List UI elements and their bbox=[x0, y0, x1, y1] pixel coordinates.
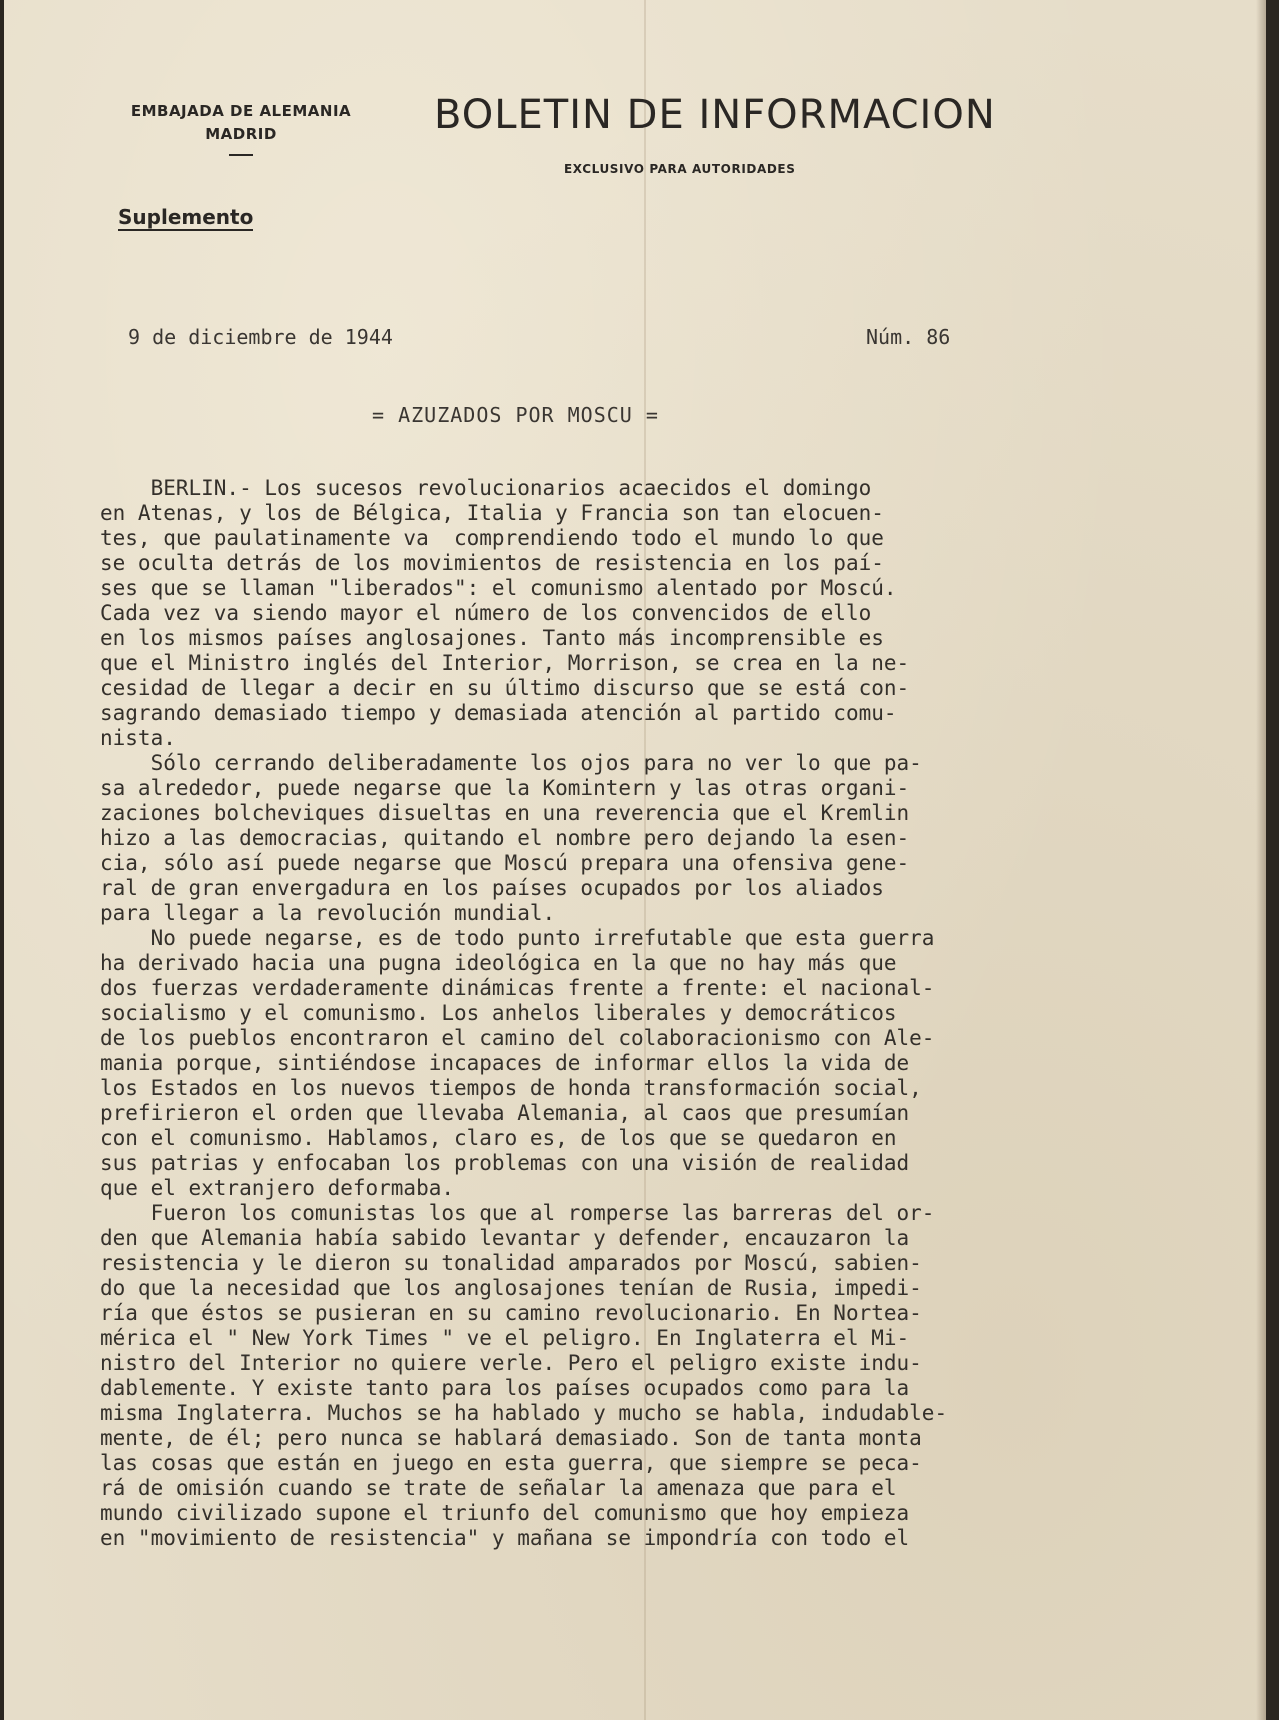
article-line: que el Ministro inglés del Interior, Morrison, se crea en la ne- bbox=[100, 651, 910, 675]
article-body bbox=[100, 476, 1170, 1551]
article-line: en los mismos países anglosajones. Tanto más incomprensible es bbox=[100, 626, 884, 650]
embassy-city: MADRID bbox=[205, 125, 277, 143]
article-line: Cada vez va siendo mayor el número de los convencidos de ello bbox=[100, 601, 872, 625]
article-line: que el extranjero deformaba. bbox=[100, 1176, 455, 1200]
issue-number: Núm. 86 bbox=[866, 325, 951, 349]
document-page bbox=[4, 0, 1266, 1720]
article-line: cesidad de llegar a decir en su último discurso que se está con- bbox=[100, 676, 910, 700]
article-line: cia, sólo así puede negarse que Moscú prepara una ofensiva gene- bbox=[100, 851, 910, 875]
article-line: hizo a las democracias, quitando el nombre pero dejando la esen- bbox=[100, 826, 910, 850]
article-line: con el comunismo. Hablamos, claro es, de los que se quedaron en bbox=[100, 1126, 897, 1150]
letterhead-rule bbox=[229, 154, 253, 156]
article-line: mundo civilizado supone el triunfo del comunismo que hoy empieza bbox=[100, 1501, 910, 1525]
article-line: misma Inglaterra. Muchos se ha hablado y mucho se habla, indudable- bbox=[100, 1401, 948, 1425]
article-line: dablemente. Y existe tanto para los países ocupados como para la bbox=[100, 1376, 910, 1400]
article-line: prefirieron el orden que llevaba Alemania, al caos que presumían bbox=[100, 1101, 910, 1125]
article-line: do que la necesidad que los anglosajones tenían de Rusia, impedi- bbox=[100, 1276, 922, 1300]
issue-date: 9 de diciembre de 1944 bbox=[128, 325, 393, 349]
embassy-letterhead bbox=[116, 100, 366, 156]
article-line: No puede negarse, es de todo punto irrefutable que esta guerra bbox=[100, 926, 935, 950]
article-line: mérica el " New York Times " ve el peligro. En Inglaterra el Mi- bbox=[100, 1326, 910, 1350]
article-line: ría que éstos se pusieran en su camino revolucionario. En Nortea- bbox=[100, 1301, 922, 1325]
article-line: los Estados en los nuevos tiempos de honda transformación social, bbox=[100, 1076, 922, 1100]
article-line: socialismo y el comunismo. Los anhelos liberales y democráticos bbox=[100, 1001, 897, 1025]
article-line: ral de gran envergadura en los países ocupados por los aliados bbox=[100, 876, 884, 900]
article-line: sagrando demasiado tiempo y demasiada atención al partido comu- bbox=[100, 701, 897, 725]
article-line: Fueron los comunistas los que al romperse las barreras del or- bbox=[100, 1201, 935, 1225]
paper-edge-shadow bbox=[1256, 0, 1266, 1720]
article-line: mente, de él; pero nunca se hablará demasiado. Son de tanta monta bbox=[100, 1426, 922, 1450]
article-line: en "movimiento de resistencia" y mañana se impondría con todo el bbox=[100, 1526, 910, 1550]
article-line: sus patrias y enfocaban los problemas con una visión de realidad bbox=[100, 1151, 910, 1175]
article-line: den que Alemania había sabido levantar y defender, encauzaron la bbox=[100, 1226, 910, 1250]
article-line: tes, que paulatinamente va comprendiendo todo el mundo lo que bbox=[100, 526, 884, 550]
article-line: rá de omisión cuando se trate de señalar la amenaza que para el bbox=[100, 1476, 897, 1500]
article-line: dos fuerzas verdaderamente dinámicas frente a frente: el nacional- bbox=[100, 976, 935, 1000]
article-line: ha derivado hacia una pugna ideológica en la que no hay más que bbox=[100, 951, 897, 975]
supplement-label: Suplemento bbox=[118, 205, 254, 229]
article-line: resistencia y le dieron su tonalidad amparados por Moscú, sabien- bbox=[100, 1251, 922, 1275]
article-line: se oculta detrás de los movimientos de resistencia en los paí- bbox=[100, 551, 884, 575]
article-line: sa alrededor, puede negarse que la Komintern y las otras organi- bbox=[100, 776, 910, 800]
article-line: nista. bbox=[100, 726, 176, 750]
bulletin-subtitle: EXCLUSIVO PARA AUTORIDADES bbox=[564, 162, 796, 176]
article-line: en Atenas, y los de Bélgica, Italia y Francia son tan elocuen- bbox=[100, 501, 884, 525]
bulletin-title: BOLETIN DE INFORMACION bbox=[434, 92, 996, 138]
article-line: mania porque, sintiéndose incapaces de informar ellos la vida de bbox=[100, 1051, 910, 1075]
article-line: de los pueblos encontraron el camino del colaboracionismo con Ale- bbox=[100, 1026, 935, 1050]
embassy-name: EMBAJADA DE ALEMANIA bbox=[130, 102, 352, 120]
article-line: para llegar a la revolución mundial. bbox=[100, 901, 556, 925]
article-line: ses que se llaman "liberados": el comunismo alentado por Moscú. bbox=[100, 576, 897, 600]
article-line: las cosas que están en juego en esta guerra, que siempre se peca- bbox=[100, 1451, 922, 1475]
article-line: Sólo cerrando deliberadamente los ojos para no ver lo que pa- bbox=[100, 751, 922, 775]
article-line: BERLIN.- Los sucesos revolucionarios acaecidos el domingo bbox=[100, 476, 872, 500]
article-heading: = AZUZADOS POR MOSCU = bbox=[372, 403, 659, 427]
article-line: nistro del Interior no quiere verle. Pero el peligro existe indu- bbox=[100, 1351, 922, 1375]
article-line: zaciones bolcheviques disueltas en una reverencia que el Kremlin bbox=[100, 801, 910, 825]
